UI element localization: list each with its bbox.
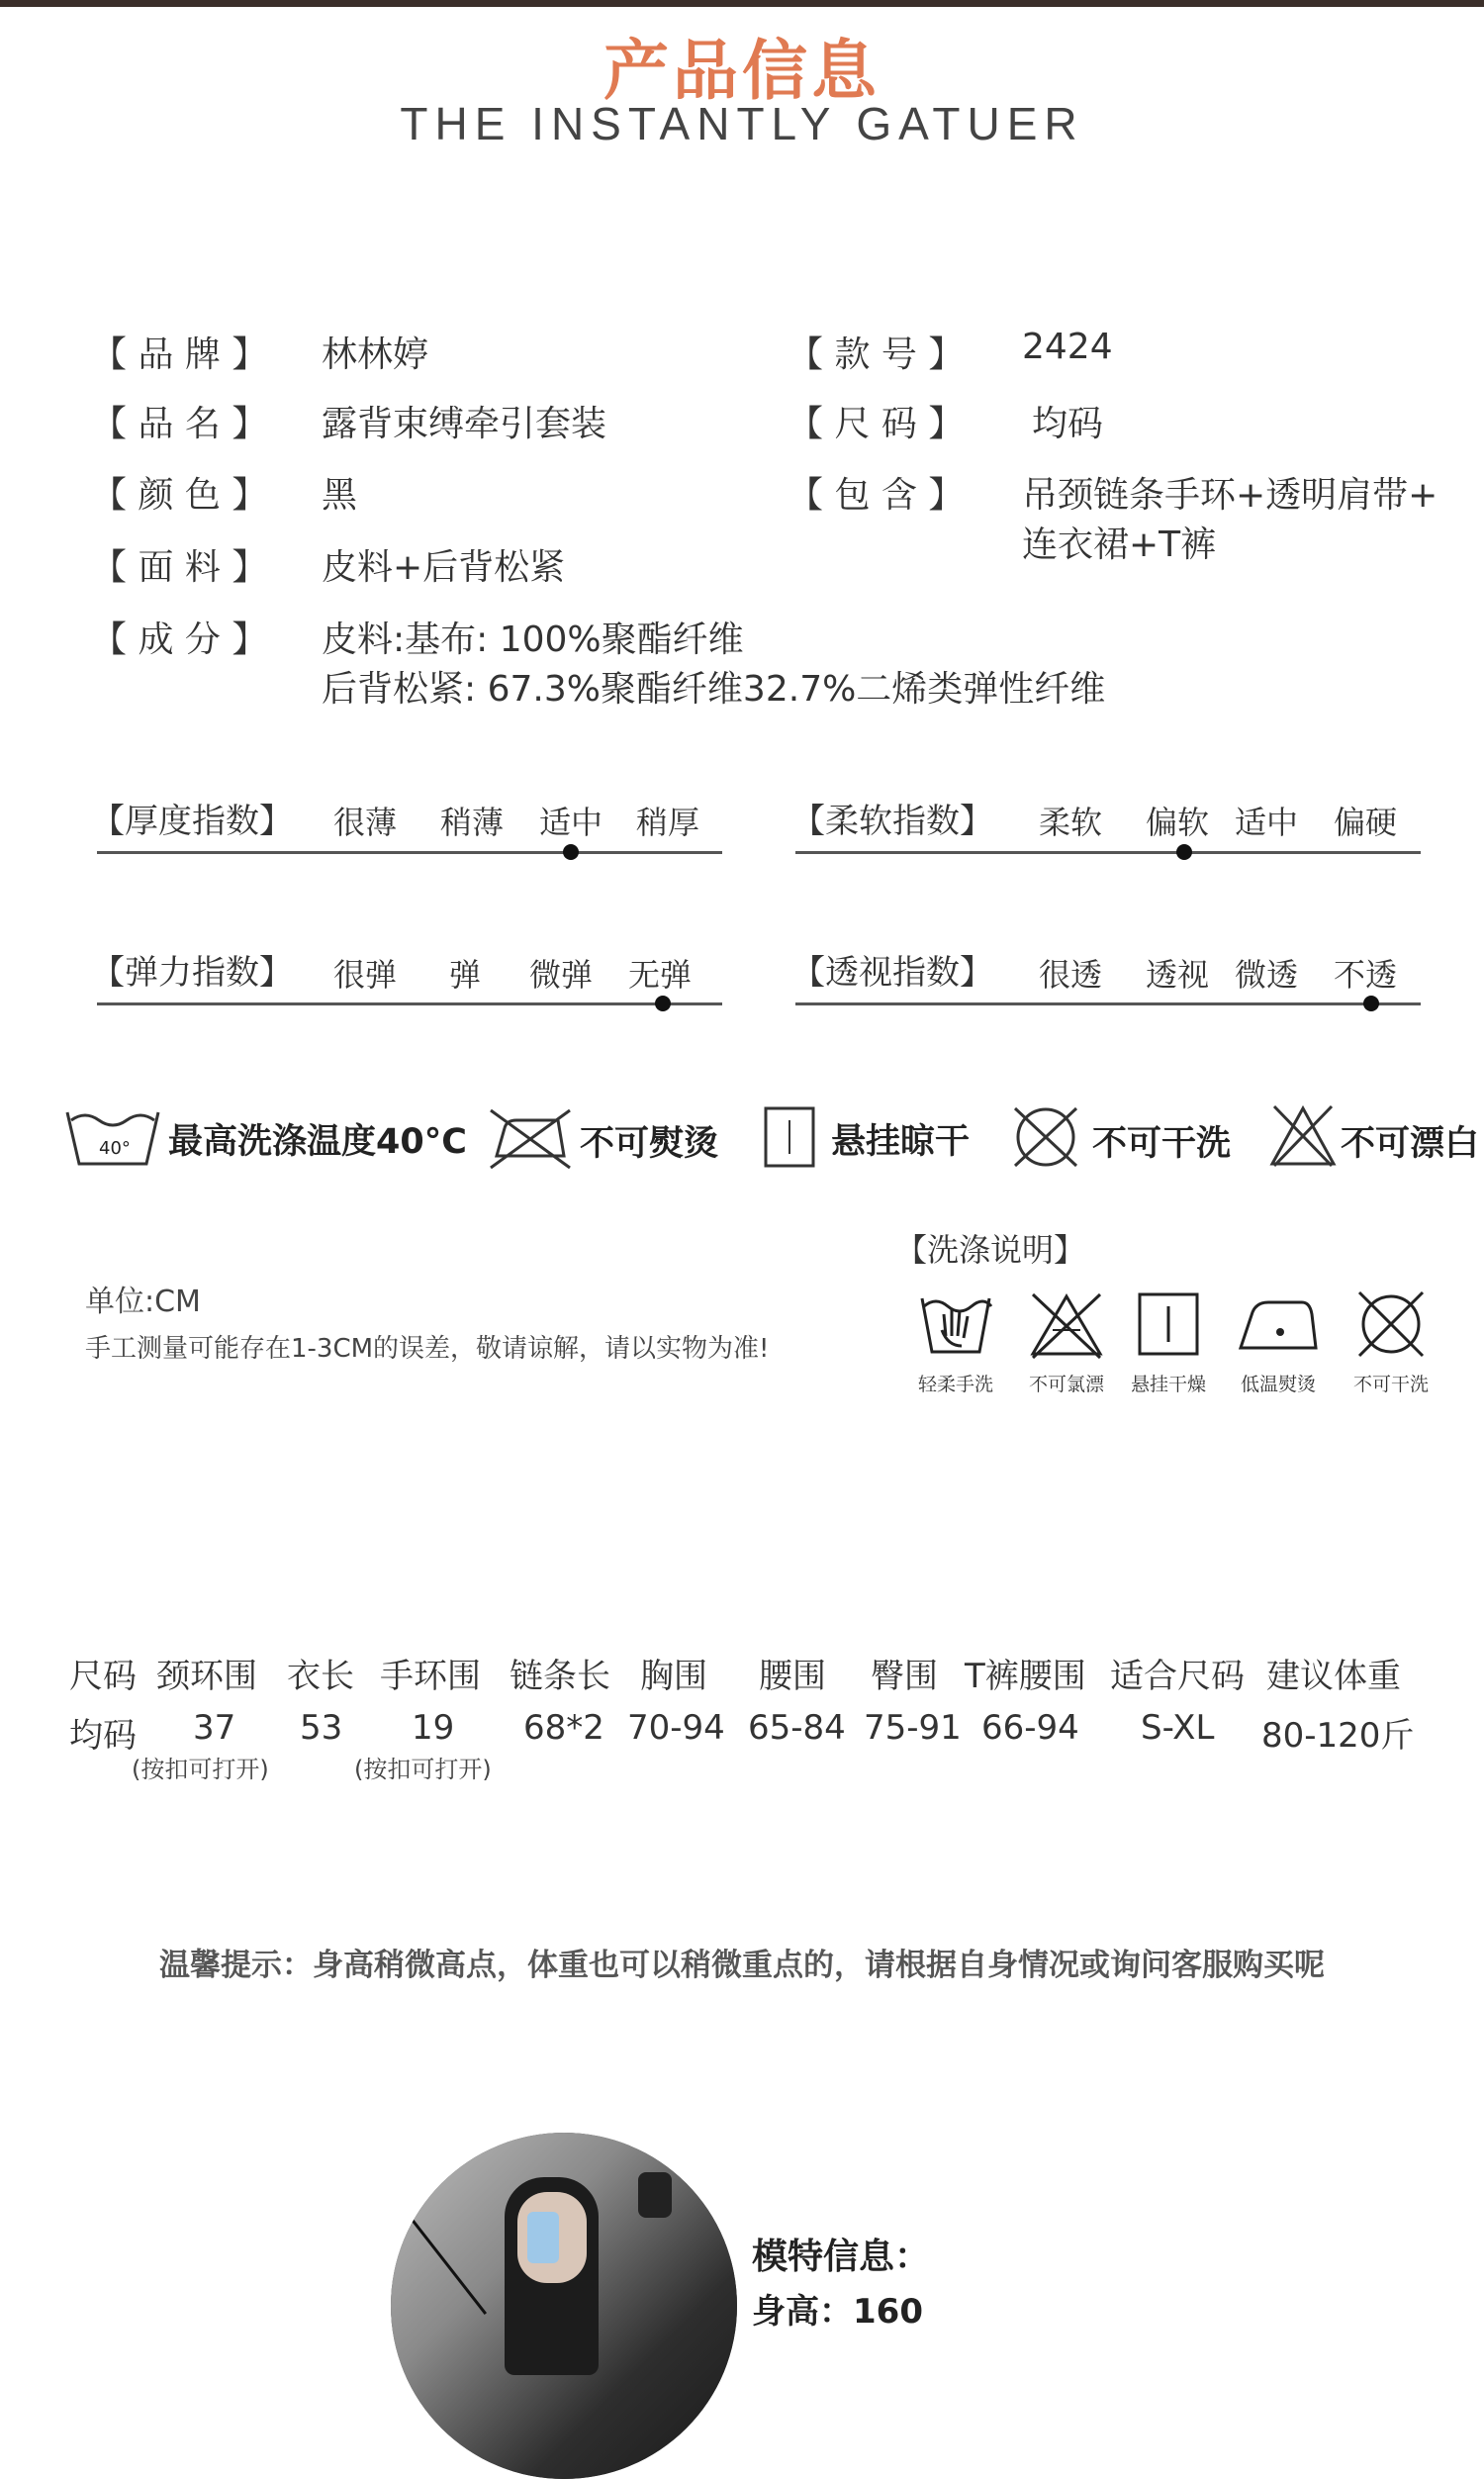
- index-option: 很薄: [333, 804, 398, 841]
- index-elasticity-title: 【弹力指数】: [91, 953, 293, 993]
- spec-brand-value: 林林婷: [322, 334, 429, 375]
- spec-fabric-label: 【 面 料 】: [91, 547, 268, 588]
- wash-40-icon: [65, 1106, 160, 1168]
- spec-name-value: 露背束缚牵引套装: [322, 404, 607, 444]
- index-option: 无弹: [628, 956, 693, 994]
- size-value: 53: [300, 1708, 343, 1748]
- low-iron-icon: [1237, 1294, 1320, 1354]
- size-header: 建议体重: [1266, 1657, 1401, 1696]
- no-iron-icon: [489, 1106, 572, 1170]
- wash-40-badge: 40°: [99, 1138, 131, 1159]
- index-thickness-title: 【厚度指数】: [91, 802, 293, 841]
- size-value: 65-84: [748, 1708, 846, 1748]
- index-marker: [655, 996, 671, 1011]
- index-softness-title: 【柔软指数】: [791, 802, 993, 841]
- spec-style-label: 【 款 号 】: [788, 334, 965, 375]
- size-header: 手环围: [380, 1657, 481, 1696]
- index-marker: [1363, 996, 1379, 1011]
- size-value: 66-94: [981, 1708, 1079, 1748]
- spec-size-label: 【 尺 码 】: [788, 404, 965, 444]
- index-option: 不透: [1334, 956, 1398, 994]
- index-option: 柔软: [1039, 804, 1103, 841]
- wash-title: 【洗涤说明】: [895, 1231, 1086, 1269]
- size-header: T裤腰围: [965, 1657, 1086, 1696]
- size-value: 37: [193, 1708, 236, 1748]
- care-text: 不可干洗: [1092, 1124, 1232, 1164]
- size-value: 80-120斤: [1261, 1716, 1415, 1756]
- index-scale-line: [795, 1002, 1421, 1005]
- page-subtitle: THE INSTANTLY GATUER: [400, 98, 1084, 149]
- size-note: (按扣可打开): [132, 1756, 269, 1783]
- index-option: 微弹: [529, 956, 594, 994]
- index-scale-line: [795, 851, 1421, 854]
- model-height: 身高：160: [752, 2292, 923, 2332]
- spec-color-label: 【 颜 色 】: [91, 475, 268, 516]
- model-photo: [391, 2133, 737, 2479]
- size-header: 颈环围: [156, 1657, 257, 1696]
- size-header: 臀围: [871, 1657, 938, 1696]
- hang-dry-icon: [764, 1106, 815, 1168]
- no-chlorine-bleach-icon: [1029, 1290, 1104, 1360]
- size-header: 衣长: [287, 1657, 354, 1696]
- index-option: 偏硬: [1334, 804, 1398, 841]
- spec-fabric-value: 皮料+后背松紧: [322, 547, 566, 588]
- size-header: 胸围: [640, 1657, 707, 1696]
- index-marker: [563, 844, 579, 860]
- no-bleach-icon: [1268, 1102, 1338, 1170]
- no-dry-clean-small-icon: [1355, 1288, 1427, 1360]
- spec-composition-label: 【 成 分 】: [91, 620, 268, 660]
- size-value: 19: [412, 1708, 455, 1748]
- index-marker: [1176, 844, 1192, 860]
- hand-wash-icon: [918, 1285, 993, 1358]
- size-header: 链条长: [510, 1657, 610, 1696]
- size-header: 腰围: [759, 1657, 826, 1696]
- spec-includes-value-2: 连衣裙+T裤: [1022, 524, 1217, 565]
- index-scale-line: [97, 851, 722, 854]
- spec-includes-value-1: 吊颈链条手环+透明肩带+: [1022, 475, 1438, 516]
- model-info-title: 模特信息：: [752, 2237, 931, 2277]
- spec-size-value: 均码: [1032, 404, 1104, 444]
- index-option: 很弹: [333, 956, 398, 994]
- wash-label: 不可氯漂: [1028, 1374, 1104, 1395]
- spec-includes-label: 【 包 含 】: [788, 475, 965, 516]
- spec-style-value: 2424: [1022, 327, 1113, 367]
- care-text: 悬挂晾干: [831, 1122, 971, 1162]
- size-value: 68*2: [523, 1708, 604, 1748]
- wash-label: 低温熨烫: [1240, 1374, 1316, 1395]
- size-note: (按扣可打开): [354, 1756, 492, 1783]
- wash-label: 悬挂干燥: [1130, 1374, 1206, 1395]
- index-option: 透视: [1146, 956, 1210, 994]
- no-dry-clean-icon: [1011, 1104, 1080, 1170]
- spec-name-label: 【 品 名 】: [91, 404, 268, 444]
- size-header: 适合尺码: [1110, 1657, 1245, 1696]
- index-option: 弹: [449, 956, 482, 994]
- size-header: 尺码: [69, 1657, 137, 1696]
- index-option: 稍厚: [636, 804, 700, 841]
- spec-color-value: 黑: [322, 475, 358, 516]
- spec-composition-value-1: 皮料:基布: 100%聚酯纤维: [322, 620, 744, 660]
- index-option: 很透: [1039, 956, 1103, 994]
- index-option: 适中: [1235, 804, 1299, 841]
- wash-label: 不可干洗: [1352, 1374, 1429, 1395]
- size-value: 70-94: [627, 1708, 725, 1748]
- size-value: 75-91: [864, 1708, 962, 1748]
- size-value: S-XL: [1141, 1708, 1215, 1748]
- wash-label: 轻柔手洗: [917, 1374, 993, 1395]
- index-option: 微透: [1235, 956, 1299, 994]
- size-value: 均码: [69, 1716, 137, 1756]
- hang-dry-small-icon: [1138, 1292, 1199, 1356]
- care-text: 不可漂白: [1341, 1124, 1480, 1164]
- top-bar: [0, 0, 1484, 7]
- measure-note: 手工测量可能存在1-3CM的误差，敬请谅解，请以实物为准!: [85, 1334, 770, 1364]
- unit-label: 单位:CM: [85, 1285, 201, 1319]
- index-option: 稍薄: [440, 804, 505, 841]
- index-option: 偏软: [1146, 804, 1210, 841]
- tip-text: 温馨提示：身高稍微高点，体重也可以稍微重点的，请根据自身情况或询问客服购买呢: [159, 1948, 1325, 1983]
- care-text: 不可熨烫: [580, 1124, 719, 1164]
- spec-composition-value-2: 后背松紧: 67.3%聚酯纤维32.7%二烯类弹性纤维: [322, 669, 1106, 710]
- index-option: 适中: [539, 804, 603, 841]
- index-scale-line: [97, 1002, 722, 1005]
- spec-brand-label: 【 品 牌 】: [91, 334, 268, 375]
- page-title: 产品信息: [603, 33, 881, 109]
- index-transparency-title: 【透视指数】: [791, 953, 993, 993]
- care-text: 最高洗涤温度40°C: [168, 1122, 467, 1162]
